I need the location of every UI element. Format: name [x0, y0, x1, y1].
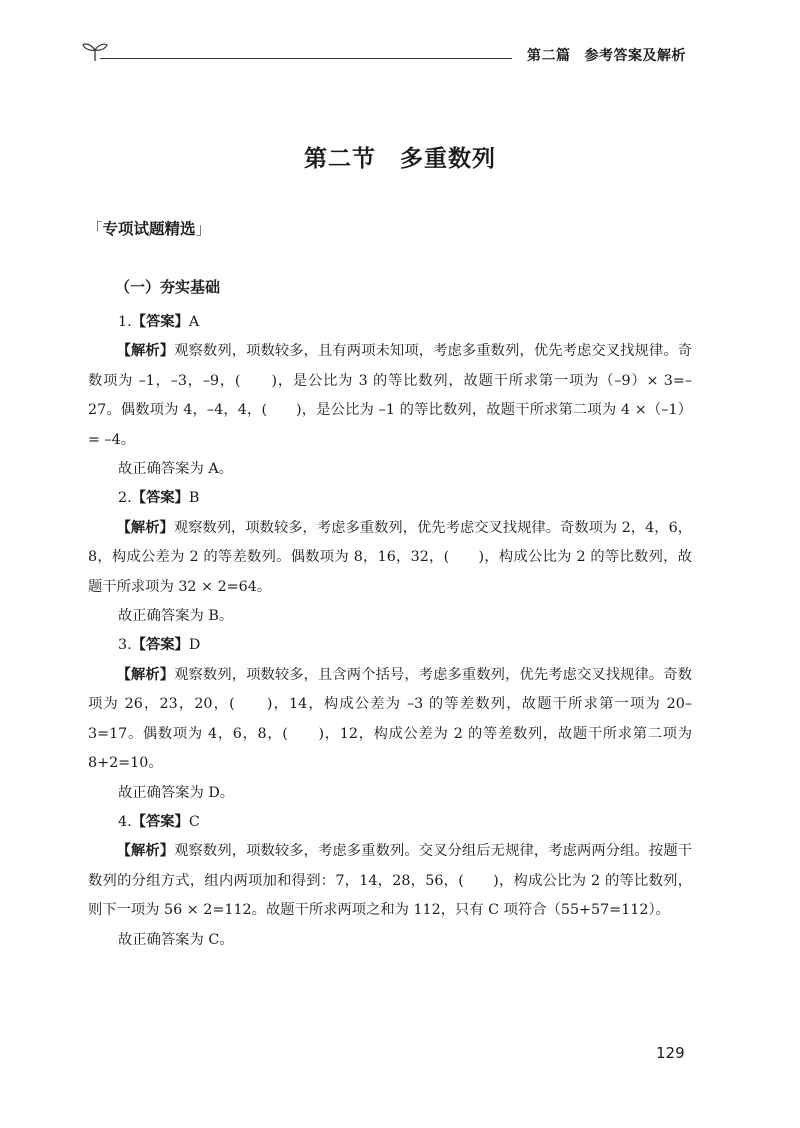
- answer-line: [88, 808, 692, 837]
- answer-tag: 【答案】: [131, 637, 189, 654]
- header-section: 参考答案及解析: [584, 48, 686, 64]
- analysis-tag: 【解析】: [116, 343, 175, 360]
- answer-value: A: [188, 314, 200, 330]
- analysis-text: 观察数列，项数较多，考虑多重数列，优先考虑交叉找规律。奇数项为 2，4，6，8，构成公差为 2 的等差数列。偶数项为 8，16，32，( )，构成公比为 2 的等比数列，故题干所求项为 32 × 2=64。: [88, 519, 692, 595]
- answer-line: [88, 631, 692, 660]
- analysis-paragraph: [88, 661, 692, 779]
- analysis-text: 观察数列，项数较多，考虑多重数列。交叉分组后无规律，考虑两两分组。按题干数列的分组方式，组内两项加和得到：7，14，28，56，( )，构成公比为 2 的等比数列，则下一项为 56 × 2=112。故题干所求两项之和为 112，只有 C 项符合（55+57=112）。: [88, 843, 693, 919]
- header-part: 第二篇: [527, 48, 571, 64]
- page-title: 第二节 多重数列: [304, 146, 496, 172]
- conclusion-line: 故正确答案为 C。: [118, 931, 234, 948]
- answer-number: 4.: [118, 813, 132, 830]
- analysis-tag: 【解析】: [116, 843, 175, 860]
- analysis-paragraph: [88, 837, 692, 925]
- header-rule: [100, 58, 512, 59]
- answer-tag: 【答案】: [131, 314, 189, 330]
- analysis-paragraph: [88, 514, 692, 602]
- answer-number: 2.: [118, 490, 132, 507]
- answer-value: C: [188, 813, 200, 830]
- section-label-open: 「: [87, 220, 103, 238]
- conclusion-line: 故正确答案为 D。: [118, 784, 235, 801]
- analysis-tag: 【解析】: [116, 666, 175, 683]
- conclusion-line: 故正确答案为 B。: [118, 608, 234, 625]
- answer-line: [88, 484, 692, 513]
- answer-value: D: [188, 637, 201, 654]
- answer-line: [88, 308, 692, 337]
- page-number: 129: [656, 1044, 685, 1062]
- section-label-close: 」: [195, 220, 212, 238]
- section-label-text: 专项试题精选: [102, 220, 196, 238]
- analysis-tag: 【解析】: [116, 519, 174, 536]
- answer-value: B: [188, 490, 200, 507]
- answer-number: 3.: [118, 637, 132, 654]
- section-label: [87, 217, 211, 239]
- analysis-text: 观察数列，项数较多，且含两个括号，考虑多重数列，优先考虑交叉找规律。奇数项为 26，23，20，( )，14，构成公差为 –3 的等差数列，故题干所求第一项为 20–3=17。偶数项为 4，6，8，( )，12，构成公差为 2 的等差数列，故题干所求第二项为 8+2=10。: [88, 666, 693, 772]
- analysis-text: 观察数列，项数较多，且有两项未知项，考虑多重数列，优先考虑交叉找规律。奇数项为 –1，–3，–9，( )，是公比为 3 的等比数列，故题干所求第一项为（–9）× 3=–27。偶数项为 4，–4，4，( )，是公比为 –1 的等比数列，故题干所求第二项为 4 ×（–1）= –4。: [88, 343, 693, 448]
- answer-number: 1.: [118, 314, 132, 330]
- sub-heading: （一）夯实基础: [115, 278, 221, 296]
- answer-list: [88, 308, 692, 955]
- running-header: [527, 45, 686, 65]
- answer-tag: 【答案】: [131, 490, 189, 507]
- answer-tag: 【答案】: [131, 813, 189, 830]
- analysis-paragraph: [88, 337, 692, 455]
- conclusion-line: 故正确答案为 A。: [118, 461, 233, 478]
